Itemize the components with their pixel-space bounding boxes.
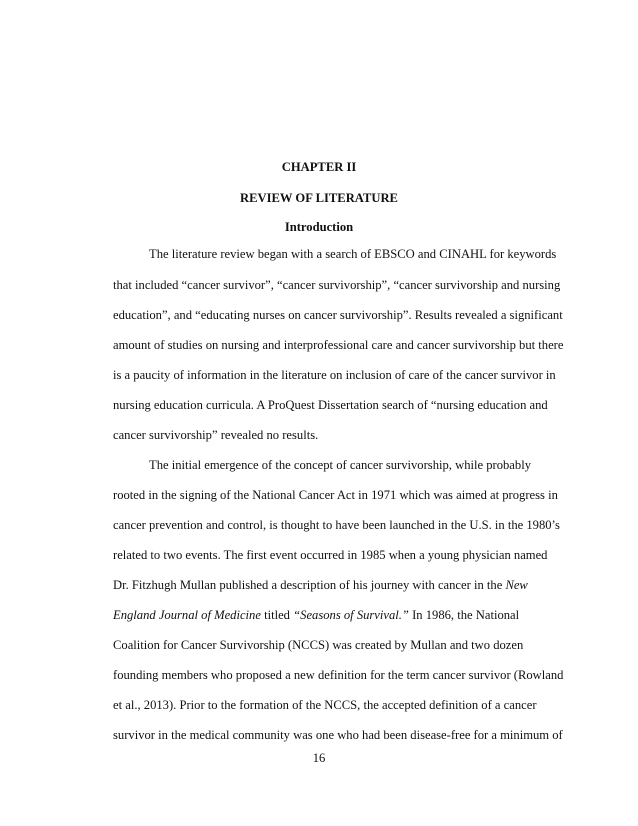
section-heading: REVIEW OF LITERATURE	[240, 191, 398, 205]
subsection-heading: Introduction	[284, 220, 354, 234]
body-line: education”, and “educating nurses on cancer survivorship”. Results revealed a significant	[113, 308, 563, 322]
journal-title-part: New	[505, 578, 528, 592]
body-line: related to two events. The first event occurred in 1985 when a young physician named	[113, 548, 548, 562]
body-line	[113, 577, 533, 593]
body-text: In 1986, the National	[408, 608, 520, 622]
body-line: amount of studies on nursing and interprofessional care and cancer survivorship but there	[113, 338, 564, 352]
body-line: cancer survivorship” revealed no results.	[113, 428, 319, 442]
body-line: The initial emergence of the concept of cancer survivorship, while probably	[149, 458, 531, 472]
body-line: The literature review began with a search of EBSCO and CINAHL for keywords	[149, 247, 557, 261]
body-line: is a paucity of information in the literature on inclusion of care of the cancer survivor in	[113, 368, 556, 382]
body-line: that included “cancer survivor”, “cancer survivorship”, “cancer survivorship and nursing	[113, 278, 561, 292]
body-line: Coalition for Cancer Survivorship (NCCS) was created by Mullan and two dozen	[113, 638, 524, 652]
body-line: cancer prevention and control, is thought to have been launched in the U.S. in the 1980’s	[113, 518, 560, 532]
journal-title-part: England Journal of Medicine	[113, 608, 261, 622]
chapter-heading: CHAPTER II	[281, 160, 357, 174]
body-line: survivor in the medical community was one who had been disease-free for a minimum of	[113, 728, 563, 742]
article-title: “Seasons of Survival.”	[293, 608, 409, 622]
body-line	[113, 607, 533, 623]
body-line: rooted in the signing of the National Cancer Act in 1971 which was aimed at progress in	[113, 488, 558, 502]
body-line: et al., 2013). Prior to the formation of the NCCS, the accepted definition of a cancer	[113, 698, 537, 712]
body-text: titled	[260, 608, 294, 622]
page-number: 16	[312, 751, 326, 765]
body-text: Dr. Fitzhugh Mullan published a description of his journey with cancer in the	[113, 578, 506, 592]
body-line: founding members who proposed a new definition for the term cancer survivor (Rowland	[113, 668, 564, 682]
body-line: nursing education curricula. A ProQuest Dissertation search of “nursing education and	[113, 398, 548, 412]
